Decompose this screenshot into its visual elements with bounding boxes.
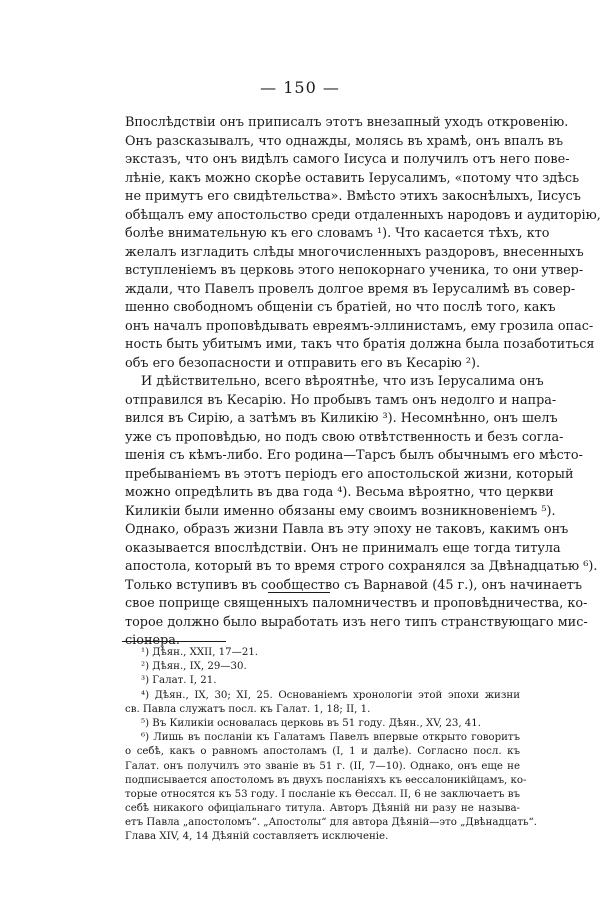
text-line: свое поприще священныхъ паломничествъ и проповѣдничества, ко- — [125, 596, 588, 611]
text-line: шенно свободномъ общеніи съ братіей, но что послѣ того, какъ — [125, 300, 556, 315]
text-line: желалъ изгладить слѣды многочисленныхъ раздоровъ, внесенныхъ — [125, 244, 584, 260]
text-line: ждали, что Павелъ провелъ долгое время въ Іерусалимѣ въ совер- — [125, 281, 576, 297]
text-line: Киликіи были именно обязаны ему своимъ возникновеніемъ ⁵). — [125, 503, 556, 519]
footnote-line: себѣ никакого офиціальнаго титула. Авторъ Дѣяній ни разу не называ- — [125, 803, 520, 815]
footnote-line: ³) Галат. I, 21. — [141, 675, 217, 687]
footnote-line: Глава XIV, 4, 14 Дѣяній составляетъ исключеніе. — [125, 831, 389, 843]
text-line: ность быть убитымъ ими, такъ что братія должна была позаботиться — [125, 337, 595, 352]
footnote-line: подписывается апостоломъ въ двухъ посланіяхъ къ ѳессалоникійцамъ, ко- — [125, 774, 527, 786]
text-line: обѣщалъ ему апостольство среди отдаленныхъ народовъ и аудиторію, — [125, 207, 601, 223]
text-line: пребываніемъ въ этотъ періодъ его апостольской жизни, который — [125, 466, 574, 482]
text-line: шенія съ кѣмъ-либо. Его родина—Тарсъ былъ обычнымъ его мѣсто- — [125, 448, 583, 463]
footnote-line: ⁴) Дѣян., IX, 30; XI, 25. Основаніемъ хронологіи этой эпохи жизни — [141, 689, 520, 701]
text-line: И дѣйствительно, всего вѣроятнѣе, что изъ Іерусалима онъ — [141, 374, 544, 389]
text-line: сіонера. — [125, 633, 180, 648]
footnotes — [125, 646, 537, 845]
text-line: болѣе внимательную къ его словамъ ¹). Что касается тѣхъ, кто — [125, 226, 550, 241]
text-line: не примутъ его свидѣтельства». Вмѣсто этихъ закоснѣлыхъ, Іисусъ — [125, 189, 581, 204]
text-line: Только вступивъ въ сообщество съ Варнавой (45 г.), онъ начинаетъ — [125, 577, 583, 593]
footnote-line: Галат. онъ получилъ это званіе въ 51 г. (II, 7—10). Однако, онъ еще не — [125, 760, 520, 772]
text-line: оказывается впослѣдствіи. Онъ не принималъ еще тогда титула — [125, 540, 561, 556]
page-number: — 150 — — [260, 78, 340, 97]
text-line: Онъ разсказывалъ, что однажды, молясь въ храмѣ, онъ впалъ въ — [125, 133, 564, 149]
footnote-line: ⁵) Въ Киликіи основалась церковь въ 51 году. Дѣян., XV, 23, 41. — [141, 717, 481, 729]
footnote-line: ²) Дѣян., IX, 29—30. — [141, 661, 247, 673]
text-line: Впослѣдствіи онъ приписалъ этотъ внезапный уходъ откровенію. — [125, 115, 569, 130]
footnote-line: ¹) Дѣян., XXII, 17—21. — [141, 647, 259, 658]
text-line: Однако, образъ жизни Павла въ эту эпоху не таковъ, какимъ онъ — [125, 522, 569, 537]
text-line: торое должно было выработать изъ него типъ странствующаго мис- — [125, 614, 588, 630]
main-text — [125, 114, 601, 651]
footnote-line: етъ Павла „апостоломъ“. „Апостолы“ для автора Дѣяній—это „Двѣнадцать“. — [125, 817, 537, 829]
footnote-line: ⁶) Лишь въ посланіи къ Галатамъ Павелъ впервые открыто говоритъ — [141, 732, 520, 744]
text-line: экстазъ, что онъ видѣлъ самого Іисуса и получилъ отъ него пове- — [125, 152, 570, 167]
footnote-line: торые относятся къ 53 году. I посланіе къ Ѳессал. II, 6 не заключаетъ въ — [125, 788, 520, 800]
footnote-line: о себѣ, какъ о равномъ апостоламъ (I, 1 и далѣе). Согласно посл. къ — [125, 746, 520, 758]
text-line: лѣніе, какъ можно скорѣе оставить Іерусалимъ, «потому что здѣсь — [125, 170, 580, 186]
text-line: уже съ проповѣдью, но подъ свою отвѣтственность и безъ соглa- — [125, 429, 564, 445]
text-line: вился въ Сирію, а затѣмъ въ Киликію ³). Несомнѣнно, онъ шелъ — [125, 411, 558, 426]
text-line: вступленіемъ въ церковь этого непокорнаго ученика, то они утвер- — [125, 263, 584, 278]
text-line: апостола, который въ то время строго сохранялся за Двѣнадцатью ⁶). — [125, 559, 598, 574]
section-divider — [268, 592, 330, 593]
text-line: объ его безопасности и отправить его въ Кесарію ²). — [125, 355, 481, 371]
footnote-line: св. Павла служатъ посл. къ Галат. 1, 18; II, 1. — [125, 703, 371, 715]
footnote-rule — [122, 641, 226, 642]
text-line: отправился въ Кесарію. Но пробывъ тамъ онъ недолго и напра- — [125, 392, 557, 408]
text-line: можно опредѣлить въ два года ⁴). Весьма вѣроятно, что церкви — [125, 485, 554, 500]
text-line: онъ началъ проповѣдывать евреямъ-эллинистамъ, ему грозила опас- — [125, 318, 594, 334]
